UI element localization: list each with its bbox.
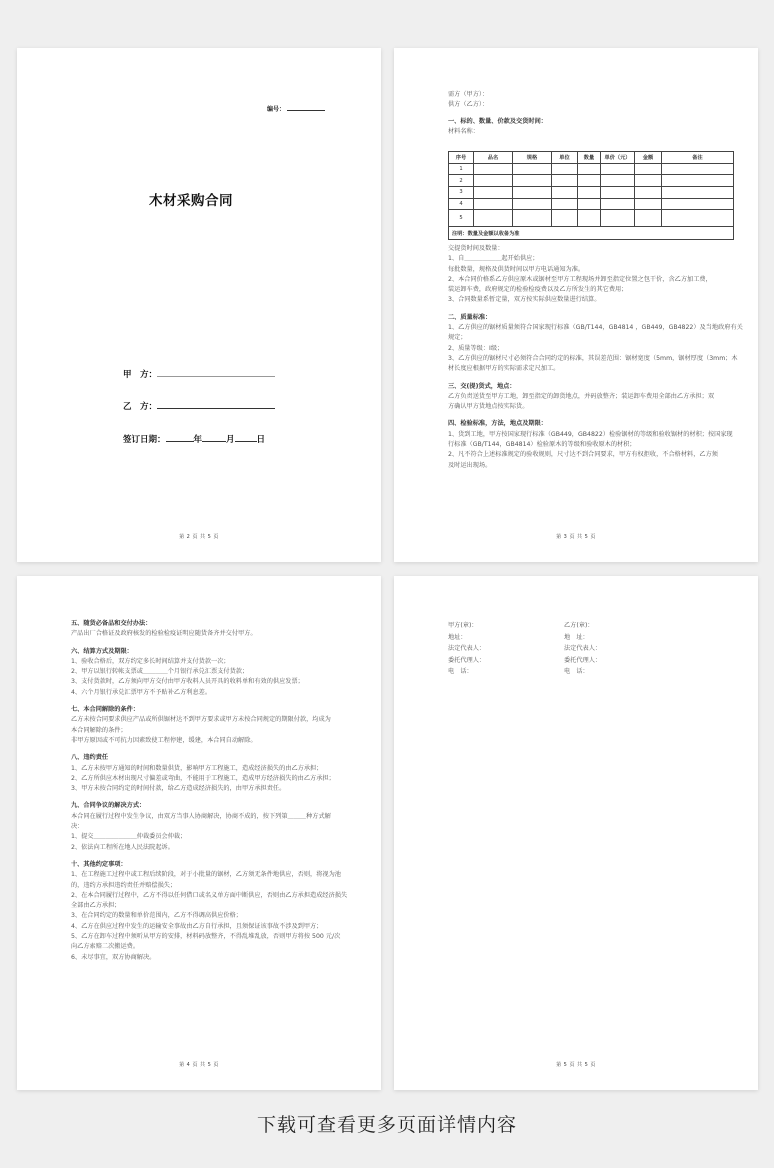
- delivery-line: 3、合同数量系暂定量，双方按实际供应数量进行结算。: [448, 296, 601, 304]
- table-note: 注明：数量及金额以收备为准: [449, 227, 734, 240]
- section-4-title: 四、检验标准，方法，地点及期限：: [448, 420, 547, 428]
- signature-field: 委托代理人：: [564, 656, 602, 664]
- party-a-signature-block: [448, 620, 485, 678]
- page-number: 第 5 页 共 5 页: [556, 1062, 596, 1068]
- contract-page-3: [394, 48, 758, 562]
- section-10-line: 4、乙方在供应过程中发生的运输安全事故由乙方自行承担，且须保证该事故不涉及到甲方；: [71, 922, 323, 930]
- sign-date-line: [123, 433, 265, 445]
- month-label: 月: [226, 435, 235, 445]
- section-8-line: 2、乙方所供应木材出现尺寸偏差或弯曲，不能用于工程施工，造成甲方经济损失的由乙方承担；: [71, 774, 335, 782]
- signature-field: 委托代理人：: [448, 656, 486, 664]
- table-header: 备注: [662, 152, 734, 164]
- table-row: [449, 210, 734, 227]
- section-9-line: 2、依法向工程所在地人民法院起诉。: [71, 843, 174, 851]
- day-blank: [235, 441, 257, 442]
- month-blank: [202, 441, 226, 442]
- section-4-line: 及时运出现场。: [448, 461, 492, 469]
- section-6-line: 4、六个月银行承兑汇票甲方不予贴补乙方利息差。: [71, 688, 212, 696]
- section-10-line: 3、在合同约定的数量和单价范围内，乙方不得调高供应价格；: [71, 912, 242, 920]
- section-6-line: 1、验收合格后，双方约定多长时间结算并支付货款一次；: [71, 657, 230, 665]
- contract-title: 木材采购合同: [149, 193, 233, 209]
- party-b-signature-block: [564, 620, 601, 678]
- delivery-line: 装运卸车费，政府规定的检验检疫费以及乙方所发生的其它费用；: [448, 286, 628, 294]
- table-row: [449, 163, 734, 175]
- party-a-line: [123, 368, 275, 380]
- material-name-label: 材料名称：: [448, 127, 479, 135]
- section-9-title: 九、合同争议的解决方式：: [71, 802, 146, 810]
- section-9-line: 本合同在履行过程中发生争议，由双方当事人协商解决，协商不成的，按下列第＿＿＿种方式解: [71, 812, 331, 820]
- section-1-title: 一、标的、数量、价款及交货时间：: [448, 117, 547, 125]
- party-b-label: 乙 方：: [123, 402, 158, 412]
- section-9-line: 决：: [71, 823, 84, 831]
- section-10-line: 5、乙方在卸车过程中须听从甲方的安排，材料码放整齐，不得乱堆乱放，否则甲方将按 500 元/次: [71, 933, 341, 941]
- section-2-line: 规定；: [448, 334, 467, 342]
- supplier-line: 供方（乙方）：: [448, 101, 489, 109]
- table-note-row: [449, 227, 734, 240]
- party-b-blank: [157, 408, 275, 409]
- year-label: 年: [193, 435, 203, 445]
- table-row: [449, 187, 734, 199]
- delivery-line: 每批数量，规格及供货时间以甲方电话通知为准。: [448, 265, 585, 273]
- signature-field: 地址：: [448, 633, 467, 641]
- section-4-line: 2、凡不符合上述标准规定的验收规则，尺寸达不到合同要求，甲方有权拒收，不合格材料，乙方须: [448, 451, 718, 459]
- table-header: 序号: [449, 152, 474, 164]
- section-6-line: 3、支付货款时，乙方须向甲方交付由甲方收料人员开具的收料单和有效的供应发票；: [71, 678, 304, 686]
- section-4-line: 1、货到工地，甲方按国家现行标准（GB449，GB4822）检验锯材的等级和验收锯材的材积；按国家现: [448, 430, 733, 438]
- table-header: 数量: [578, 152, 601, 164]
- signature-field: 地 址：: [564, 633, 589, 641]
- party-b-line: [123, 400, 275, 412]
- section-7-line: 乙方未按合同要求供应产品或所供锯材达不到甲方要求或甲方未按合同规定的期限付款，均成为: [71, 716, 331, 724]
- party-a-label: 甲 方：: [123, 370, 158, 380]
- section-10-line: 全部由乙方承担；: [71, 902, 121, 910]
- party-a-blank: [157, 376, 275, 377]
- contract-number-label: 编号：: [266, 106, 285, 113]
- section-3-line: 方确认甲方货地点按实际货。: [448, 403, 529, 411]
- section-10-line: 向乙方索赔二次搬运费。: [71, 943, 140, 951]
- section-8-title: 八、违约责任: [71, 754, 109, 762]
- delivery-line: 交提货时间及数量：: [448, 245, 504, 252]
- signature-field: 电 话：: [564, 668, 589, 675]
- section-7-title: 七、本合同解除的条件：: [71, 706, 140, 714]
- delivery-line: 2、本合同价格系乙方供应原木或锯材至甲方工程现场并卸至指定位置之包干价，含乙方加工费，: [448, 275, 712, 283]
- page3-body: [448, 244, 743, 471]
- section-3-title: 三、交(提)货式，地点：: [448, 382, 516, 390]
- signature-field: 法定代表人：: [448, 645, 486, 652]
- day-label: 日: [256, 435, 266, 445]
- row-index: 2: [449, 175, 474, 187]
- section-8-line: 3、甲方未按合同约定的时间付款，给乙方造成经济损失的，由甲方承担责任。: [71, 785, 286, 793]
- table-header: 品名: [474, 152, 513, 164]
- contract-number: [267, 104, 325, 113]
- section-2-line: 3、乙方供应的锯材尺寸必须符合合同约定的标准，其误差范围：锯材宽度（5mm，锯材厚度（3mm；木: [448, 354, 738, 362]
- section-4-line: 行标准（GB/T144，GB4814）检验原木的等级和验收原木的材积；: [448, 441, 636, 449]
- section-2-title: 二、质量标准：: [448, 313, 492, 321]
- page-number: 第 2 页 共 5 页: [179, 534, 219, 540]
- page4-body: [71, 612, 348, 963]
- table-header-row: [449, 152, 734, 164]
- contract-page-5: [394, 576, 758, 1090]
- section-10-line: 6、未尽事宜，双方协商解决。: [71, 953, 156, 961]
- table-row: [449, 175, 734, 187]
- year-blank: [166, 441, 194, 442]
- signature-field: 乙方(章)：: [564, 622, 594, 629]
- row-index: 3: [449, 187, 474, 199]
- page-number: 第 3 页 共 5 页: [556, 534, 596, 540]
- section-3-line: 乙方负责送货至甲方工地，卸至指定的卸货地点，并码放整齐；装运卸车费用全部由乙方承担；双: [448, 392, 715, 400]
- section-6-line: 2、甲方以银行转帐支票或＿＿＿＿个月银行承兑汇票支付货款；: [71, 668, 249, 676]
- contract-number-blank: [287, 110, 325, 111]
- section-10-title: 十、其他约定事项：: [71, 860, 127, 868]
- section-10-line: 1、在工程施工过程中或工程后续阶段，对于小批量的锯材，乙方须无条件地供应，否则，将视为池: [71, 871, 341, 879]
- table-header: 单位: [552, 152, 578, 164]
- section-5-title: 五、随货必备品和交付办法：: [71, 620, 152, 627]
- signature-field: 法定代表人：: [564, 645, 602, 652]
- section-7-line: 本合同解除的条件；: [71, 726, 127, 734]
- page3-header: [448, 90, 722, 137]
- materials-table: [448, 151, 734, 240]
- table-header: 金额: [635, 152, 662, 164]
- section-10-line: 的，违约方承担违约责任并赔偿损失；: [71, 881, 177, 889]
- section-6-title: 六、结算方式及期限：: [71, 647, 133, 655]
- section-2-line: 1、乙方供应的锯材质量须符合国家现行标准（GB/T144，GB4814 ，GB449，GB4822）及当地政府有关: [448, 324, 743, 332]
- sign-date-label: 签订日期：: [123, 435, 166, 445]
- table-row: [449, 198, 734, 210]
- section-9-line: 1、提交＿＿＿＿＿＿＿仲裁委员会仲裁；: [71, 833, 187, 841]
- section-2-line: 2、质量等级：Ⅰ级；: [448, 344, 504, 352]
- download-caption: 下载可查看更多页面详情内容: [256, 1114, 517, 1136]
- contract-page-4: [17, 576, 381, 1090]
- section-8-line: 1、乙方未按甲方通知的时间和数量供货，影响甲方工程施工，造成经济损失的由乙方承担；: [71, 764, 323, 772]
- signature-field: 电 话：: [448, 668, 473, 675]
- signature-field: 甲方(章)：: [448, 622, 478, 629]
- section-2-line: 材长度应根据甲方的实际需求定尺加工。: [448, 365, 560, 373]
- section-7-line: 非甲方原因或不可抗力因素致使工程停建，缓建，本合同自动解除。: [71, 736, 257, 744]
- contract-page-2: [17, 48, 381, 562]
- section-10-line: 2、在本合同履行过程中，乙方不得以任何借口或名义单方面中断供应，否则由乙方承担造成经济损失: [71, 891, 348, 899]
- row-index: 5: [449, 210, 474, 227]
- row-index: 1: [449, 163, 474, 175]
- buyer-line: 需方（甲方）：: [448, 91, 489, 98]
- page-number: 第 4 页 共 5 页: [179, 1062, 219, 1068]
- table-header: 单价（元）: [601, 152, 635, 164]
- row-index: 4: [449, 198, 474, 210]
- delivery-line: 1、自＿＿＿＿＿＿起开始供应；: [448, 255, 539, 263]
- section-5-line: 产品出厂合格证及政府核发的检验检疫证明应随货备齐并交付甲方。: [71, 630, 257, 638]
- table-header: 规格: [513, 152, 552, 164]
